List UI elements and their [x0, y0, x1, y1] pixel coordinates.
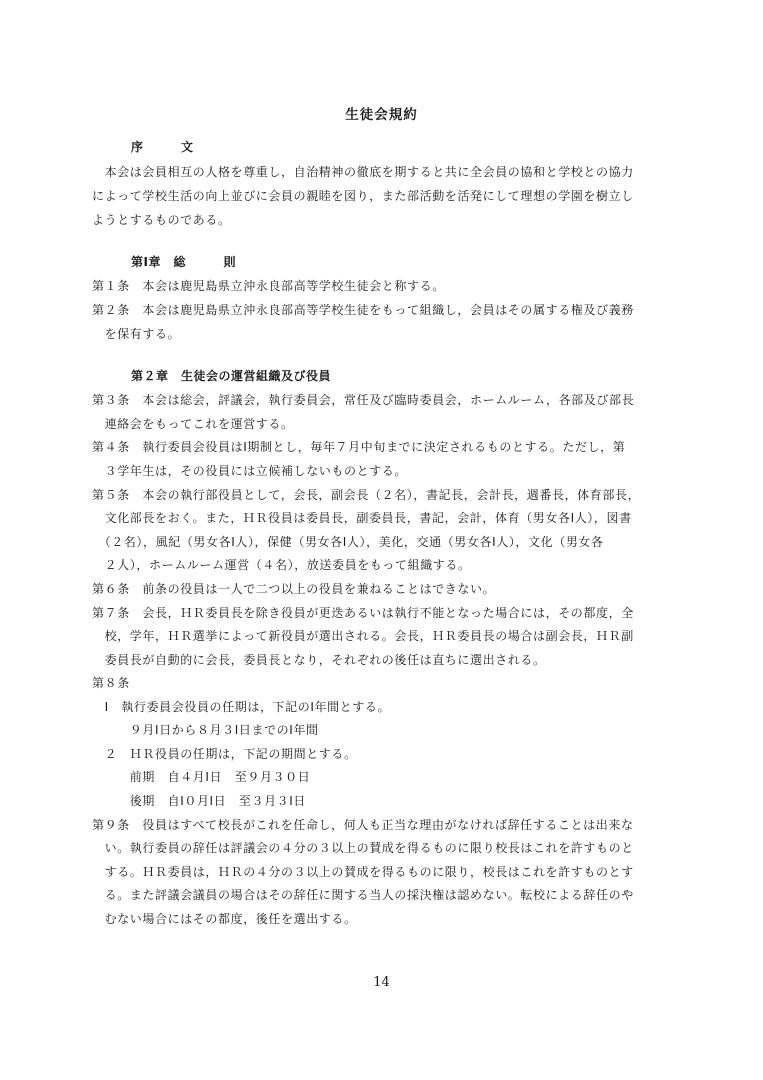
article-line: る。また評議会議員の場合はその辞任に関する当人の採決権は認めない。転校による辞任のや — [92, 888, 634, 902]
article-line: 前期 自４月Ⅰ日 至９月３０日 — [92, 770, 311, 784]
article-line: 連絡会をもってこれを運営する。 — [92, 417, 294, 431]
article-line: 文化部長をおく。また，ＨＲ役員は委員長，副委員長，書記，会計，体育（男女各Ⅰ人），図書 — [92, 511, 632, 525]
article-line: ９月Ⅰ日から８月３Ⅰ日までのⅠ年間 — [92, 723, 319, 737]
article-line: 第４条 執行委員会役員はⅠ期制とし，毎年７月中旬までに決定されるものとする。ただし，第 — [92, 440, 626, 454]
article-line: 第５条 本会の執行部役員として，会長，副会長（２名），書記長，会計長，週番長，体育部長， — [92, 488, 641, 502]
chapter1-heading: 第Ⅰ章 総 則 — [131, 255, 236, 269]
article-line: Ⅰ 執行委員会役員の任期は，下記のⅠ年間とする。 — [92, 700, 391, 714]
article-line: （２名），風紀（男女各Ⅰ人），保健（男女各Ⅰ人），美化，交通（男女各Ⅰ人），文化（男女各 — [92, 535, 604, 549]
article-line: 第７条 会長，ＨＲ委員長を除き役員が更迭あるいは執行不能となった場合には，その都度，全 — [92, 606, 634, 620]
article-line: 第６条 前条の役員は一人で二つ以上の役員を兼ねることはできない。 — [92, 582, 496, 596]
article-line: ３学年生は，その役員には立候補しないものとする。 — [92, 464, 408, 478]
article-line: 第２条 本会は鹿児島県立沖永良部高等学校生徒をもって組織し，会員はその属する権及び義務 — [92, 303, 634, 317]
article-line: 委員長が自動的に会長，委員長となり，それぞれの後任は直ちに選出される。 — [92, 653, 546, 667]
article-line: ２人），ホームルーム運営（４名），放送委員をもって組織する。 — [92, 558, 471, 572]
article-line: 校，学年，ＨＲ選挙によって新役員が選出される。会長，ＨＲ委員長の場合は副会長，ＨＲ副 — [92, 629, 634, 643]
article-line: を保有する。 — [92, 327, 181, 341]
article-line: する。ＨＲ委員は，ＨＲの４分の３以上の賛成を得るものに限り，校長はこれを許すものとす — [92, 865, 634, 879]
chapter2-heading: 第２章 生徒会の運営組織及び役員 — [131, 369, 332, 383]
document-title: 生徒会規約 — [345, 107, 418, 123]
article-line: い。執行委員の辞任は評議会の４分の３以上の賛成を得るものに限り校長はこれを許すものと — [92, 841, 634, 855]
article-line: ２ ＨＲ役員の任期は，下記の期間とする。 — [92, 747, 357, 761]
article-line: 第３条 本会は総会，評議会，執行委員会，常任及び臨時委員会，ホームルーム，各部及び部長 — [92, 393, 635, 407]
preface-heading: 序 文 — [131, 140, 194, 154]
article-line: むない場合にはその都度，後任を選出する。 — [92, 912, 357, 926]
page-number: 14 — [373, 975, 390, 990]
article-line: 後期 自Ⅰ０月Ⅰ日 至３月３Ⅰ日 — [92, 794, 307, 808]
article-line: 第１条 本会は鹿児島県立沖永良部高等学校生徒会と称する。 — [92, 279, 445, 293]
article-line: 第８条 — [92, 676, 130, 690]
article-line: 第９条 役員はすべて校長がこれを任命し，何人も正当な理由がなければ辞任することは出来な — [92, 818, 634, 832]
preface-line: 本会は会員相互の人格を尊重し，自治精神の徹底を期すると共に全会員の協和と学校との協力 — [92, 165, 634, 179]
preface-line: によって学校生活の向上並びに会員の親睦を図り，また部活動を活発にして理想の学園を樹立し — [92, 189, 634, 203]
preface-line: ようとするものである。 — [92, 213, 231, 227]
